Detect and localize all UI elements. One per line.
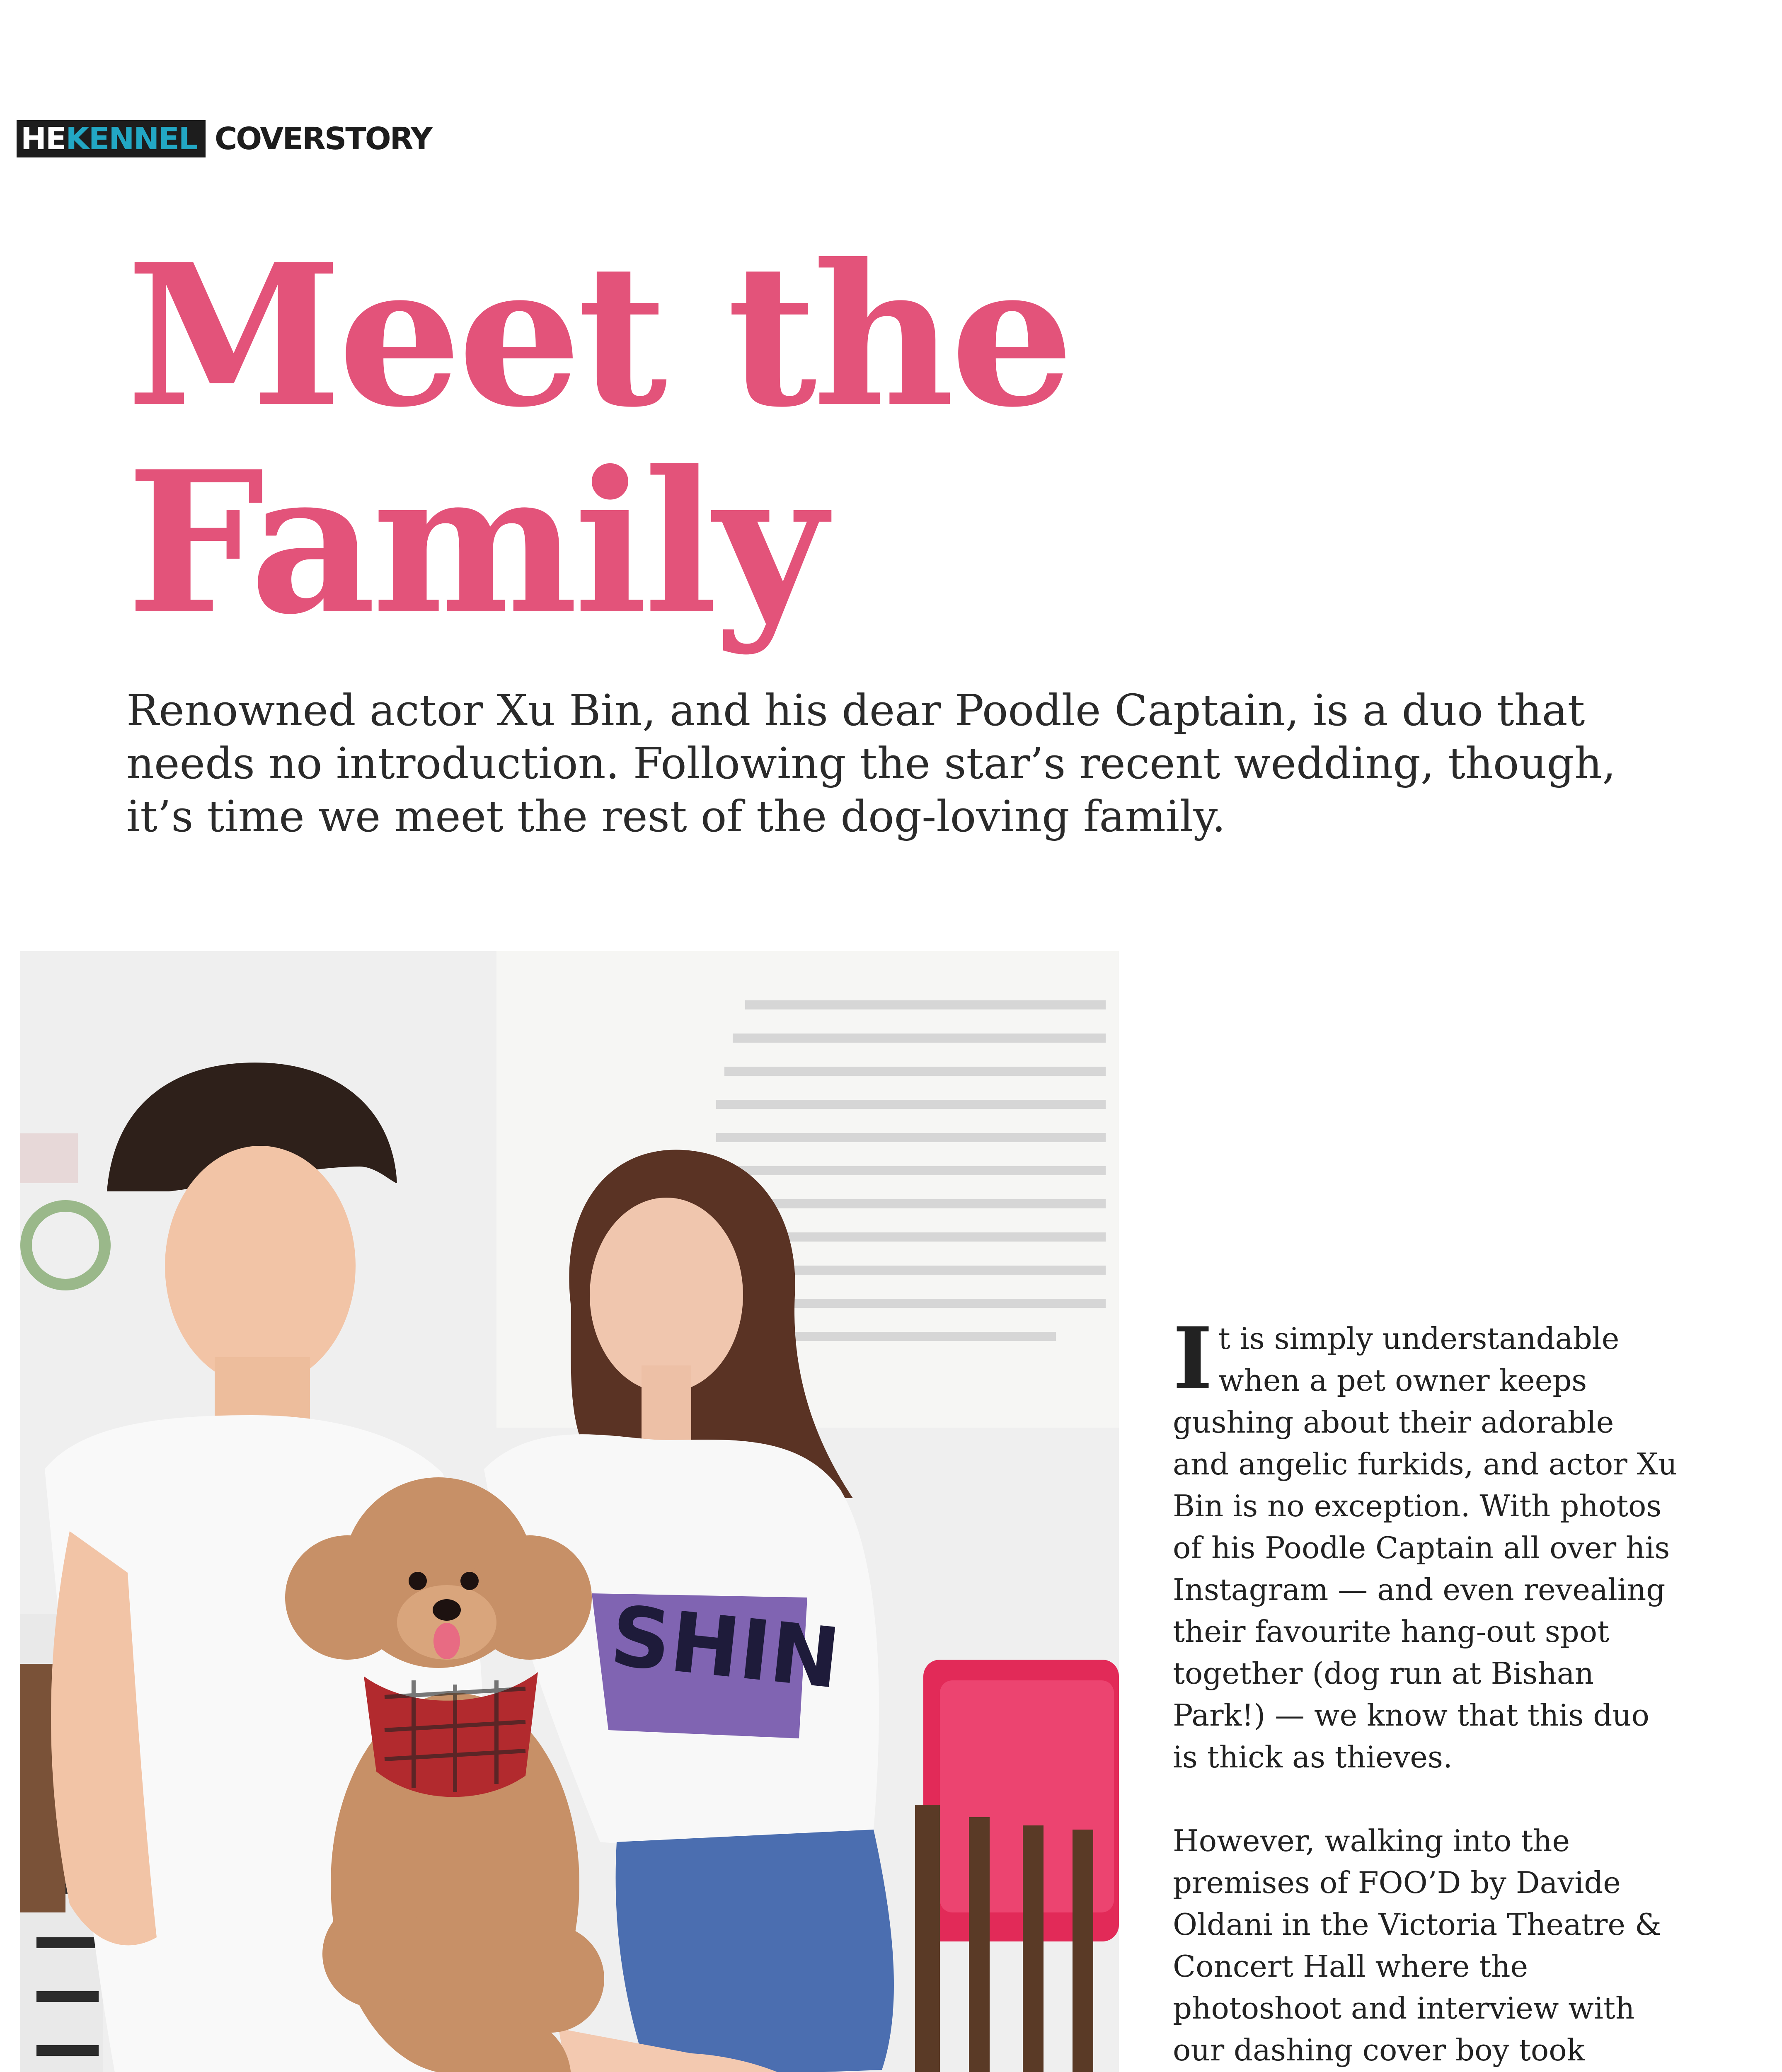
cover-photo: [20, 951, 1119, 2072]
brand-logo: [17, 120, 206, 157]
brand-prefix: HE: [21, 121, 66, 157]
section-label: COVERSTORY: [214, 121, 432, 157]
paragraph-1: [1173, 1309, 1678, 1778]
article-title: [126, 221, 1162, 657]
title-line-1: Meet the: [126, 221, 1070, 450]
magazine-header: [17, 120, 431, 157]
brand-name: KENNEL: [65, 121, 197, 157]
title-line-2: Family: [126, 428, 823, 657]
paragraph-2: However, walking into the premises of FOO’D by Davide Oldani in the Victoria Theatre & Concert Hall where the photoshoot and interview with our dashing cover boy took: [1173, 1823, 1661, 2067]
drop-cap: I: [1173, 1309, 1213, 1409]
paragraph-1-text: t is simply understandable when a pet owner keeps gushing about their adorable and angelic furkids, and actor Xu Bin is no exception. With photos of his Poodle Captain all over his Instagram — and even revealing their favourite hang-out spot together (dog run at Bishan Park!) — we know that this duo is thick as thieves.: [1173, 1321, 1678, 1774]
article-body: [1173, 1309, 1678, 2072]
shirt-graphic-text: SHIN: [606, 1588, 845, 1708]
article-dek: Renowned actor Xu Bin, and his dear Poodle Captain, is a duo that needs no introduction. Following the star’s recent wedding, though, it’s time we meet the rest of the dog-loving family.: [126, 685, 1616, 842]
cover-photo-illustration: [20, 951, 1119, 2072]
